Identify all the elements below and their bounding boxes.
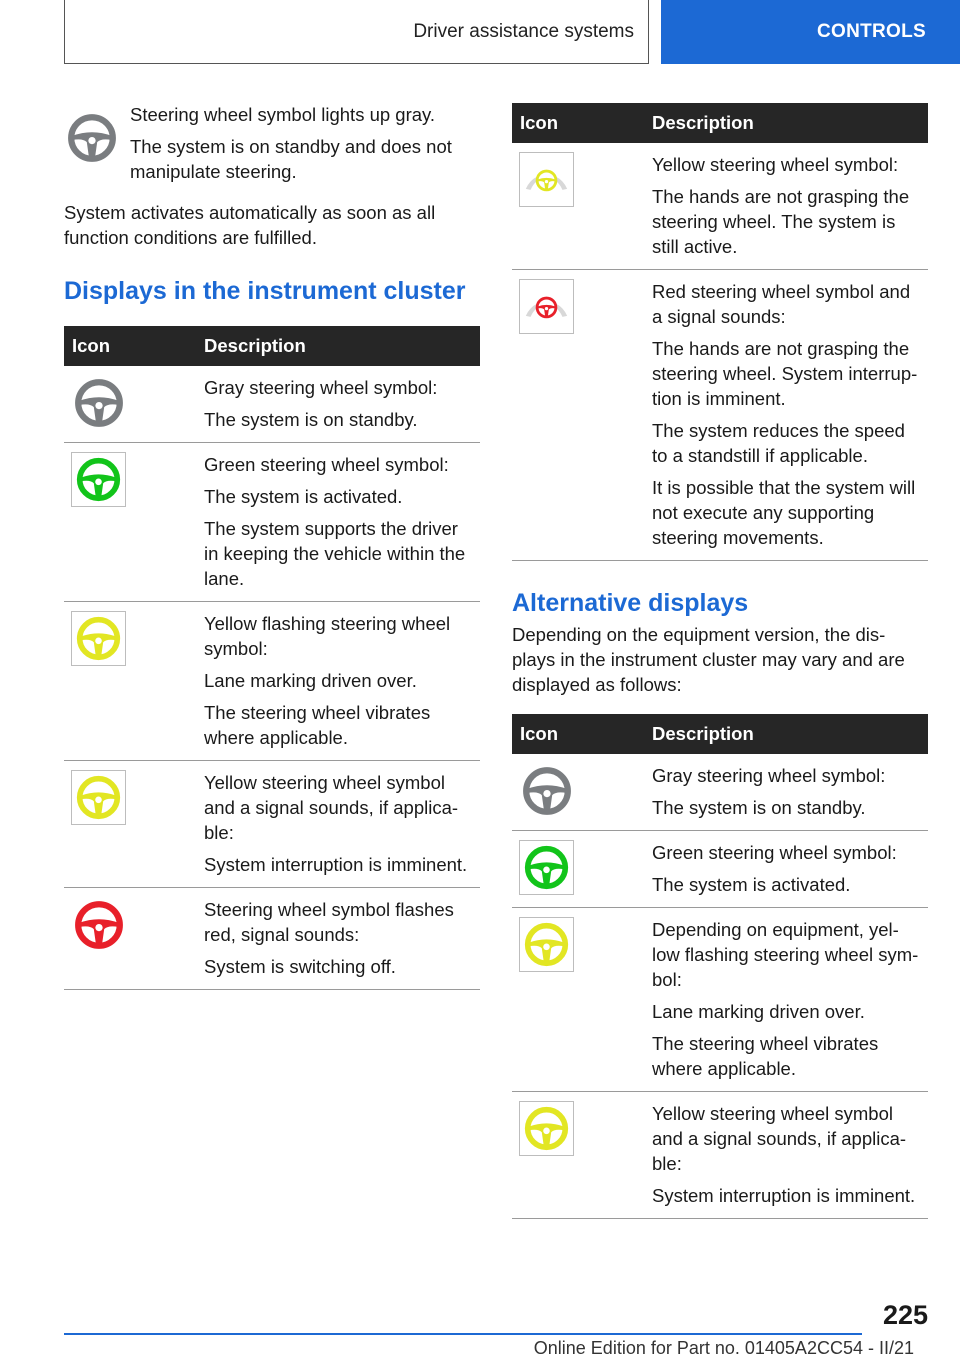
intro-block [64,102,480,184]
table-row [512,831,928,908]
displays-table [64,326,480,990]
hands-off-table [512,103,928,561]
right-column [512,103,928,1219]
description-line: Yellow steering wheel symbol: [652,154,899,175]
footer-edition: Online Edition for Part no. 01405A2CC54 - II/21 [533,1338,914,1358]
table-row [512,143,928,270]
table-header-row [64,326,480,366]
table-row [512,1092,928,1219]
left-column [64,102,480,990]
hands-steering-wheel-yellow-icon [519,152,574,207]
intro-text [130,102,480,184]
description-line: The system supports the driver in keeping the vehicle within the lane. [204,518,466,589]
description-line: Gray steering wheel symbol: [204,377,438,398]
description-line: The system is on standby. [652,797,866,818]
description-line: The hands are not grasping the steering wheel. The system is still active. [652,186,910,257]
column-header-description: Description [196,326,480,366]
alternative-intro: Depending on the equipment version, the dis-plays in the instrument cluster may vary and are displayed as follows: [512,624,905,695]
running-header-chapter [661,0,960,64]
description-line: System interruption is imminent. [204,854,468,875]
intro-line: Steering wheel symbol lights up gray. [130,104,436,125]
header-chapter-title: CONTROLS [816,21,926,42]
intro-icon-cell [64,102,130,184]
table-row [512,270,928,561]
description-line: Steering wheel symbol flashes red, signal sounds: [204,899,454,945]
section-heading-alternative: Alternative displays [512,589,749,617]
table-row [64,602,480,761]
section-heading-displays: Displays in the instrument cluster [64,277,466,305]
description-line: Yellow steering wheel symbol and a signal sounds, if applica-ble: [204,772,459,843]
description-line: The system is activated. [652,874,851,895]
table-header-row [512,714,928,754]
table-row [64,366,480,443]
table-row [64,888,480,990]
header-section-title: Driver assistance systems [413,20,634,42]
steering-wheel-yellow-icon [71,611,126,666]
running-header-section [64,0,649,64]
steering-wheel-yellow-icon [71,770,126,825]
steering-wheel-yellow-icon [519,1101,574,1156]
description-line: The system reduces the speed to a standstill if applicable. [652,420,905,466]
table-row [64,761,480,888]
description-line: The steering wheel vibrates where applicable. [204,702,431,748]
description-line: Gray steering wheel symbol: [652,765,886,786]
description-line: The hands are not grasping the steering wheel. System interrup-tion is imminent. [652,338,918,409]
description-line: Lane marking driven over. [652,1001,865,1022]
steering-wheel-gray-icon [519,763,574,818]
steering-wheel-gray-icon [71,375,126,430]
description-line: The system is activated. [204,486,403,507]
column-header-icon: Icon [64,326,196,366]
column-header-description: Description [644,714,928,754]
alternative-table [512,714,928,1219]
description-line: It is possible that the system will not execute any supporting steering movements. [652,477,916,548]
activation-text: System activates automatically as soon as all function conditions are fulfilled. [64,202,436,248]
page-number: 225 [882,1300,928,1330]
steering-wheel-yellow-icon [519,917,574,972]
description-line: Yellow steering wheel symbol and a signal sounds, if applica-ble: [652,1103,907,1174]
description-line: Red steering wheel symbol and a signal sounds: [652,281,911,327]
steering-wheel-red-icon [71,897,126,952]
intro-line: The system is on standby and does not manipulate steering. [130,136,452,182]
table-row [512,908,928,1092]
hands-steering-wheel-red-icon [519,279,574,334]
column-header-icon: Icon [512,714,644,754]
column-header-icon: Icon [512,103,644,143]
table-row [64,443,480,602]
steering-wheel-green-icon [71,452,126,507]
description-line: Yellow flashing steering wheel symbol: [204,613,451,659]
description-line: Green steering wheel symbol: [652,842,897,863]
description-line: System interruption is imminent. [652,1185,916,1206]
table-row [512,754,928,831]
column-header-description: Description [644,103,928,143]
description-line: Lane marking driven over. [204,670,417,691]
table-header-row [512,103,928,143]
steering-wheel-gray-icon [64,110,119,165]
steering-wheel-green-icon [519,840,574,895]
description-line: The steering wheel vibrates where applicable. [652,1033,879,1079]
description-line: The system is on standby. [204,409,418,430]
footer-rule [64,1333,862,1335]
description-line: Depending on equipment, yel-low flashing steering wheel sym-bol: [652,919,919,990]
description-line: System is switching off. [204,956,396,977]
description-line: Green steering wheel symbol: [204,454,449,475]
